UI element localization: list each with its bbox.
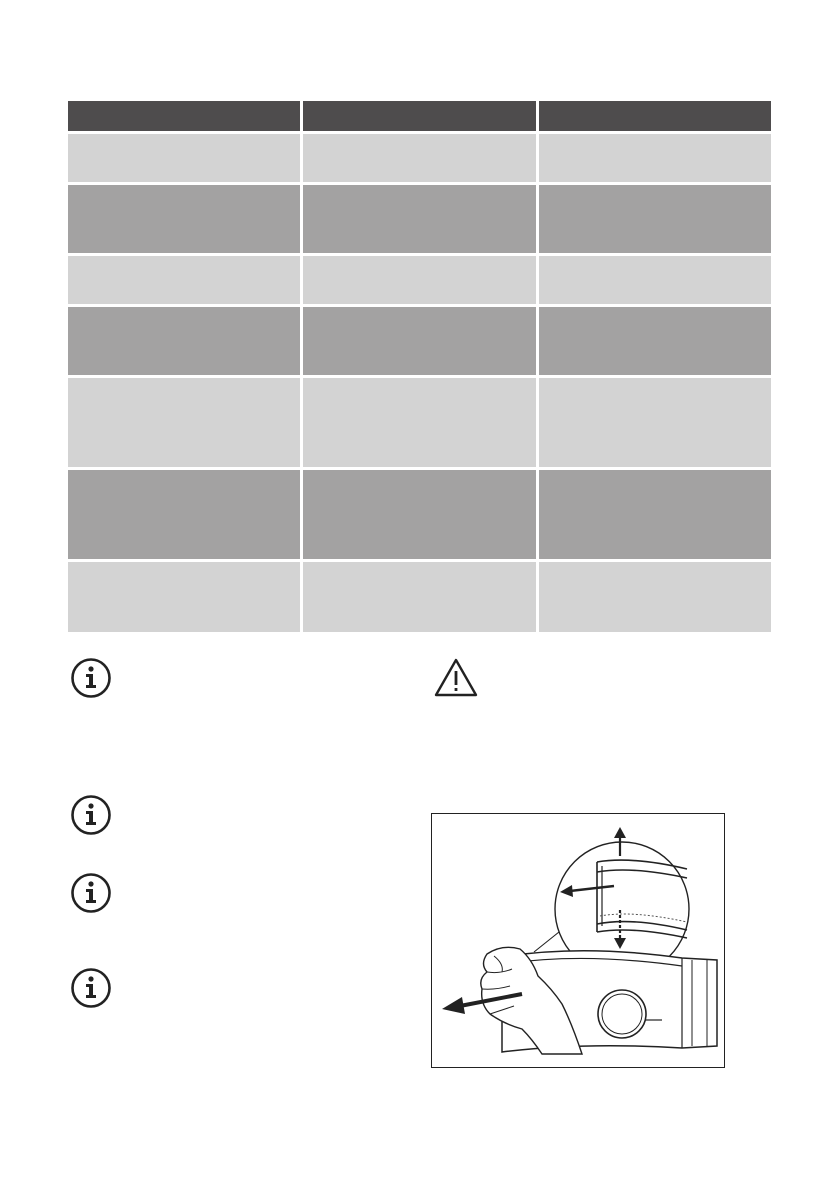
table-cell	[303, 378, 536, 467]
table-header-cell	[539, 101, 771, 131]
table-row	[68, 134, 771, 182]
table-row	[68, 562, 771, 632]
table-cell	[68, 378, 300, 467]
table-cell	[68, 256, 300, 304]
table-cell	[68, 307, 300, 375]
warning-icon	[433, 657, 479, 699]
table-cell	[539, 378, 771, 467]
table-row	[68, 470, 771, 559]
door-handle-illustration	[432, 814, 724, 1067]
table-row	[68, 185, 771, 253]
door-handle-figure	[431, 813, 725, 1068]
table-cell	[303, 185, 536, 253]
table-header-cell	[68, 101, 300, 131]
table-header-cell	[303, 101, 536, 131]
table-cell	[68, 134, 300, 182]
table-cell	[68, 185, 300, 253]
table-row	[68, 378, 771, 467]
table-row	[68, 307, 771, 375]
table-cell	[303, 470, 536, 559]
table-cell	[539, 562, 771, 632]
table-cell	[303, 134, 536, 182]
table-cell	[539, 256, 771, 304]
info-icon	[70, 967, 112, 1009]
info-icon	[70, 872, 112, 914]
info-icon	[70, 794, 112, 836]
table-cell	[68, 470, 300, 559]
table-header-row	[68, 101, 771, 131]
table-cell	[539, 134, 771, 182]
info-icon	[70, 657, 112, 699]
data-table	[68, 101, 771, 632]
table-cell	[68, 562, 300, 632]
table-cell	[539, 470, 771, 559]
table-cell	[303, 256, 536, 304]
table-cell	[303, 307, 536, 375]
table-cell	[539, 307, 771, 375]
table-cell	[303, 562, 536, 632]
table-row	[68, 256, 771, 304]
table-cell	[539, 185, 771, 253]
